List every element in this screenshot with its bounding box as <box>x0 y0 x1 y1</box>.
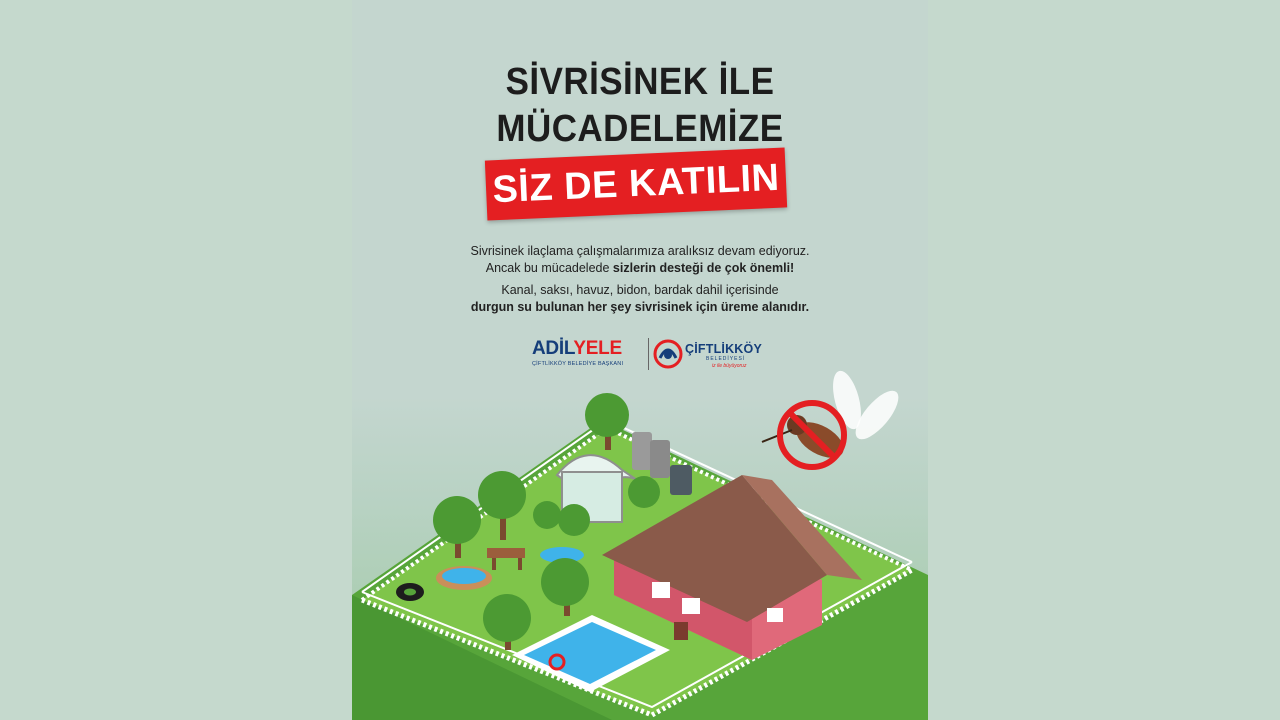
mayor-logo-subtitle: ÇİFTLİKKÖY BELEDİYE BAŞKANI <box>532 361 624 367</box>
paragraph-1 <box>352 243 928 277</box>
paragraph-2-line-2: durgun su bulunan her şey sivrisinek için üreme alanıdır. <box>470 300 810 314</box>
paragraph-1-emphasis: sizlerin desteği de çok önemli! <box>612 261 795 275</box>
garden-illustration <box>352 360 928 720</box>
headline-line-1: SİVRİSİNEK İLE <box>505 61 775 103</box>
municipality-slogan: iz ile büyüyoruz <box>712 363 747 369</box>
mayor-logo-wordmark: ADİLYELE <box>532 338 622 359</box>
paragraph-2-line-1: Kanal, saksı, havuz, bidon, bardak dahil içerisinde <box>501 283 779 297</box>
paragraph-1-line-1: Sivrisinek ilaçlama çalışmalarımıza aralıksız devam ediyoruz. <box>470 244 810 258</box>
municipality-name: ÇİFTLİKKÖY <box>685 342 762 356</box>
no-mosquito-icon <box>762 368 905 467</box>
banner-text: SİZ DE KATILIN <box>491 156 781 212</box>
paragraph-2 <box>352 282 928 316</box>
red-banner <box>485 147 787 220</box>
headline-line-2: MÜCADELEMİZE <box>496 108 784 150</box>
campaign-poster <box>352 0 928 720</box>
municipality-subtitle: BELEDİYESİ <box>706 356 746 362</box>
paragraph-1-line-2: Ancak bu mücadelede sizlerin desteği de çok önemli! <box>485 261 795 275</box>
